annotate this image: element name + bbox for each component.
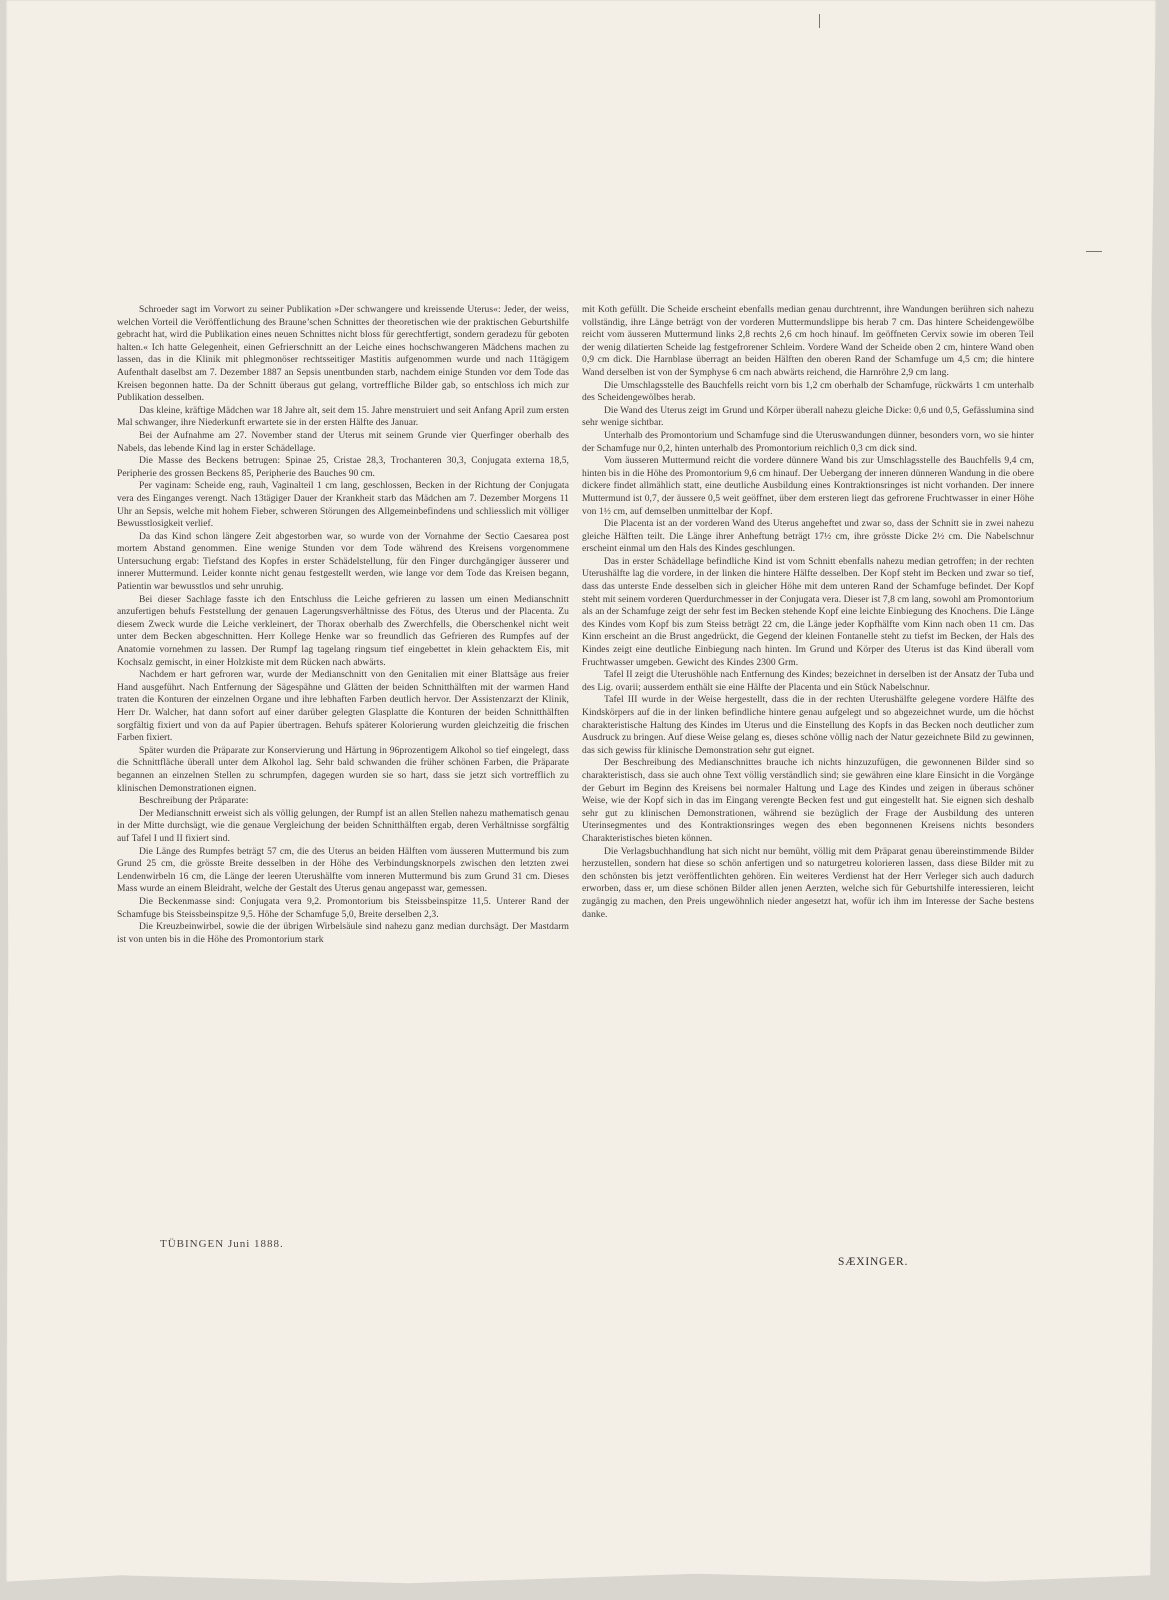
left-text-column bbox=[117, 304, 569, 946]
paragraph: Tafel II zeigt die Uterushöhle nach Entfernung des Kindes; bezeichnet in derselben ist der Ansatz der Tuba und des Lig. ovarii; ausserdem enthält sie eine Hälfte der Placenta und ein Stück Nabelschnur. bbox=[582, 669, 1034, 693]
paragraph: Vom äusseren Muttermund reicht die vordere dünnere Wand bis zur Umschlagsstelle des Bauchfells 9,4 cm, hinten bis in die Höhe des Promontorium 9,6 cm hinauf. Der Uebergang der inneren dünneren Wandung in die obere dickere findet allmählich statt, eine deutliche Ausbildung eines Kontraktionsringes ist nicht vorhanden. Der innere Muttermund ist 0,7, der äussere 0,5 weit geöffnet, über dem ersteren liegt das gefrorene Fruchtwasser in einer Höhe von 1½ cm, auf demselben unmittelbar der Kopf. bbox=[582, 455, 1034, 517]
paragraph: Unterhalb des Promontorium und Schamfuge sind die Uteruswandungen dünner, besonders vorn, wo sie hinter der Schamfuge nur 0,2, hinten unterhalb des Promontorium reichlich 0,3 cm dick sind. bbox=[582, 429, 1034, 454]
paragraph: Die Wand des Uterus zeigt im Grund und Körper überall nahezu gleiche Dicke: 0,6 und 0,5, Gefässlumina sind sehr wenige sichtbar. bbox=[582, 404, 1034, 429]
edge-nick bbox=[1086, 251, 1102, 252]
paragraph: Die Länge des Rumpfes beträgt 57 cm, die des Uterus an beiden Hälften vom äusseren Muttermund bis zum Grund 25 cm, die grösste Breite desselben in der Höhe des Verbindungsknorpels zwischen den letzten zwei Lendenwirbeln 16 cm, die Länge der leeren Uterushälfte vom inneren Muttermund bis zum Grund 31 cm. Dieses Mass wurde an einem Bleidraht, welche der Gestalt des Uterus genau angepasst war, gemessen. bbox=[117, 845, 569, 895]
paragraph: Nachdem er hart gefroren war, wurde der Medianschnitt von den Genitalien mit einer Blattsäge aus freier Hand ausgeführt. Nach Entfernung der Sägespähne und Glätten der beiden Schnitthälften mit der warmen Hand traten die Konturen der einzelnen Organe und ihre lebhaften Farben deutlich hervor. Der Assistenzarzt der Klinik, Herr Dr. Walcher, hat dann sofort auf einer darüber gelegten Glasplatte die Konturen der beiden Schnitthälften sorgfältig fixiert und von da auf Papier übertragen. Behufs späterer Kolorierung wurden gleichzeitig die frischen Farben fixiert. bbox=[117, 669, 569, 744]
paragraph: Später wurden die Präparate zur Konservierung und Härtung in 96prozentigem Alkohol so tief eingelegt, dass die Schnittfläche überall unter dem Alkohol lag. Sehr bald schwanden die früher schönen Farben, die Präparate begannen an einzelnen Stellen zu schrumpfen, dagegen wurden sie so hart, dass sie jetzt sich vortrefflich zu klinischen Demonstrationen eignen. bbox=[117, 744, 569, 794]
tear-mark bbox=[819, 14, 820, 28]
place-date: TÜBINGEN Juni 1888. bbox=[160, 1238, 284, 1250]
paragraph: Die Beckenmasse sind: Conjugata vera 9,2. Promontorium bis Steissbeinspitze 11,5. Unterer Rand der Schamfuge bis Steissbeinspitze 9,5. Höhe der Schamfuge 5,0, Breite derselben 2,3. bbox=[117, 895, 569, 920]
paragraph: Schroeder sagt im Vorwort zu seiner Publikation »Der schwangere und kreissende Uterus«: Jeder, der weiss, welchen Vorteil die Veröffentlichung des Braune’schen Schnittes der theoretischen wie der praktischen Geburtshilfe gebracht hat, wird die Publikation eines neuen Schnittes nicht bloss für gerechtfertigt, sondern geradezu für geboten halten.« Ich hatte Gelegenheit, einen Gefrierschnitt an der Leiche eines hochschwangeren Mädchens machen zu lassen, das in die Klinik mit phlegmonöser rechtsseitiger Mastitis aufgenommen wurde und nach 11tägigem Aufenthalt daselbst am 7. Dezember 1887 an Sepsis unentbunden starb, nachdem einige Stunden vor dem Tode das Kreisen begonnen hatte. Da der Schnitt überaus gut gelang, vortreffliche Bilder gab, so entschloss ich mich zur Publikation desselben. bbox=[117, 304, 569, 404]
paragraph: Tafel III wurde in der Weise hergestellt, dass die in der rechten Uterushälfte gelegene vordere Hälfte des Kindskörpers auf die in der linken befindliche hintere genau aufgelegt und so abgezeichnet wurde, um die höchst charakteristische Haltung des Kindes im Uterus und die Einstellung des Kopfs in das Becken noch deutlicher zum Ausdruck zu bringen. Auf diese Weise gelang es, dieses schöne völlig nach der Natur gezeichnete Bild zu gewinnen, das sich gewiss für klinische Demonstration sehr gut eignet. bbox=[582, 694, 1034, 756]
right-text-column bbox=[582, 304, 1034, 921]
paragraph: Die Masse des Beckens betrugen: Spinae 25, Cristae 28,3, Trochanteren 30,3, Conjugata externa 18,5, Peripherie des grossen Beckens 85, Peripherie des Bauches 90 cm. bbox=[117, 455, 569, 479]
paragraph: Die Umschlagsstelle des Bauchfells reicht vorn bis 1,2 cm oberhalb der Schamfuge, rückwärts 1 cm unterhalb des Scheidengewölbes herab. bbox=[582, 379, 1034, 404]
paragraph: Da das Kind schon längere Zeit abgestorben war, so wurde von der Vornahme der Sectio Caesarea post mortem Abstand genommen. Eine wenige Stunden vor dem Tode während des Kreisens vorgenommene Untersuchung ergab: Tiefstand des Kopfes in erster Schädelstellung, für den Finger durchgängiger äusserer und innerer Muttermund. Leider konnte nicht genau festgestellt werden, wie lange vor dem Tode das Kreisen begann, Patientin war bewusstlos und sehr unruhig. bbox=[117, 530, 569, 593]
paragraph: Das kleine, kräftige Mädchen war 18 Jahre alt, seit dem 15. Jahre menstruiert und seit Anfang April zum ersten Mal schwanger, ihre Niederkunft erwartete sie in der ersten Hälfte des Januar. bbox=[117, 404, 569, 429]
section-heading: Beschreibung der Präparate: bbox=[138, 795, 249, 807]
author-signature: SÆXINGER. bbox=[838, 1256, 909, 1268]
paragraph: Der Beschreibung des Medianschnittes brauche ich nichts hinzuzufügen, die gewonnenen Bilder sind so charakteristisch, dass sie auch ohne Text völlig verständlich sind; sie gewähren eine klare Einsicht in die Vorgänge der Geburt im Beginn des Kreisens bei normaler Haltung und Lage des Kindes und zeigen in überaus schöner Weise, wie der Kopf sich in das im Eingang verengte Becken fest und gut eingestellt hat. Sie eignen sich deshalb sehr gut zu klinischen Demonstrationen, während sie bezüglich der Frage der Ausbildung des unteren Uterinsegmentes und des Kontraktionsringes wegen des eben begonnenen Kreisens nichts besonders Charakteristisches bieten können. bbox=[582, 757, 1034, 844]
paragraph: Per vaginam: Scheide eng, rauh, Vaginalteil 1 cm lang, geschlossen, Becken in der Richtung der Conjugata vera des Einganges verengt. Nach 13tägiger Dauer der Krankheit starb das Mädchen am 7. Dezember Morgens 11 Uhr an Sepsis, welche mit hohem Fieber, schweren Störungen des Allgemeinbefindens und schliesslich mit völliger Bewusstlosigkeit verlief. bbox=[117, 480, 569, 530]
paragraph: Bei der Aufnahme am 27. November stand der Uterus mit seinem Grunde vier Querfinger oberhalb des Nabels, das lebende Kind lag in erster Schädellage. bbox=[117, 429, 569, 454]
paragraph: Der Medianschnitt erweist sich als völlig gelungen, der Rumpf ist an allen Stellen nahezu mathematisch genau in der Mitte durchsägt, wie die genaue Vergleichung der beiden Schnitthälften ergab, deren Verhältnisse sorgfältig auf Tafel I und II fixiert sind. bbox=[117, 807, 569, 844]
paragraph: Die Placenta ist an der vorderen Wand des Uterus angeheftet und zwar so, dass der Schnitt sie in zwei nahezu gleiche Hälften teilt. Die Länge ihrer Anheftung beträgt 17½ cm, ihre grösste Dicke 2½ cm. Die Nabelschnur erscheint einmal um den Hals des Kindes geschlungen. bbox=[582, 518, 1034, 555]
paragraph: Die Kreuzbeinwirbel, sowie die der übrigen Wirbelsäule sind nahezu ganz median durchsägt. Der Mastdarm ist von unten bis in die Höhe des Promontorium stark bbox=[117, 921, 569, 945]
paragraph: Bei dieser Sachlage fasste ich den Entschluss die Leiche gefrieren zu lassen um einen Medianschnitt anzufertigen behufs Feststellung der genauen Lagerungsverhältnisse des Fötus, des Uterus und der Placenta. Zu diesem Zweck wurde die Leiche verkleinert, der Thorax oberhalb des Zwerchfells, die Oberschenkel nicht weit unter dem Becken abgeschnitten. Herr Kollege Henke war so freundlich das Gefrieren des Rumpfes auf der Anatomie vornehmen zu lassen. Der Rumpf lag tagelang ringsum tief eingebettet in klein gehacktem Eis, mit Kochsalz gemischt, in einer Holzkiste mit dem Rücken nach abwärts. bbox=[117, 593, 569, 668]
paragraph: Die Verlagsbuchhandlung hat sich nicht nur bemüht, völlig mit dem Präparat genau übereinstimmende Bilder herzustellen, sondern hat diese so schön anfertigen und so naturgetreu kolorieren lassen, dass diese Bilder mit zu den schönsten bis jetzt veröffentlichten gehören. Ein weiteres Verdienst hat der Herr Verleger sich auch dadurch erworben, dass er, um diese schönen Bilder allen jenen Aerzten, welche sich für Geburtshilfe interessieren, leicht zugängig zu machen, den Preis ungewöhnlich nieder angesetzt hat, wofür ich ihm im Interesse der Sache bestens danke. bbox=[582, 845, 1034, 920]
paragraph: mit Koth gefüllt. Die Scheide erscheint ebenfalls median genau durchtrennt, ihre Wandungen berühren sich nahezu vollständig, ihre Länge beträgt von der vorderen Muttermundslippe bis herab 7 cm. Das hintere Scheidengewölbe reicht vom äusseren Muttermund links 2,8 rechts 2,6 cm hoch hinauf. Im geöffneten Cervix sowie im oberen Teil der wenig dilatierten Scheide lag festgefrorener Schleim. Vordere Wand der Scheide oben 2 cm, hintere Wand oben 0,9 cm dick. Die Harnblase überragt an beiden Hälften den oberen Rand der Schamfuge um 4,5 cm; die hintere Wand derselben ist von der Symphyse 6 cm nach abwärts reichend, die Harnröhre 2,9 cm lang. bbox=[582, 304, 1034, 378]
paragraph: Das in erster Schädellage befindliche Kind ist vom Schnitt ebenfalls nahezu median getroffen; in der rechten Uterushälfte lag die vordere, in der linken die hintere Hälfte desselben. Der Kopf steht im Becken und zwar so tief, dass das unterste Ende desselben sich in gleicher Höhe mit dem unteren Rand der Schamfuge befindet. Der Kopf steht mit seinem vorderen Querdurchmesser in der Conjugata vera. Dieser ist 7,8 cm lang, sowohl am Promontorium als an der Schamfuge zeigt der sehr fest im Becken stehende Kopf eine leichte Einbiegung des Knochens. Die Länge des Kindes vom Kopf bis zum Steiss beträgt 22 cm, die Länge jeder Kopfhälfte vom Kinn nach oben 11 cm. Das Kinn erscheint an die Brust angedrückt, die Gegend der kleinen Fontanelle steht zu tiefst im Becken, der Hals des Kindes zeigt eine deutliche Einbiegung nach hinten. Im Grund und Körper des Uterus ist das Kind überall vom Fruchtwasser umgeben. Gewicht des Kindes 2300 Grm. bbox=[582, 555, 1034, 668]
